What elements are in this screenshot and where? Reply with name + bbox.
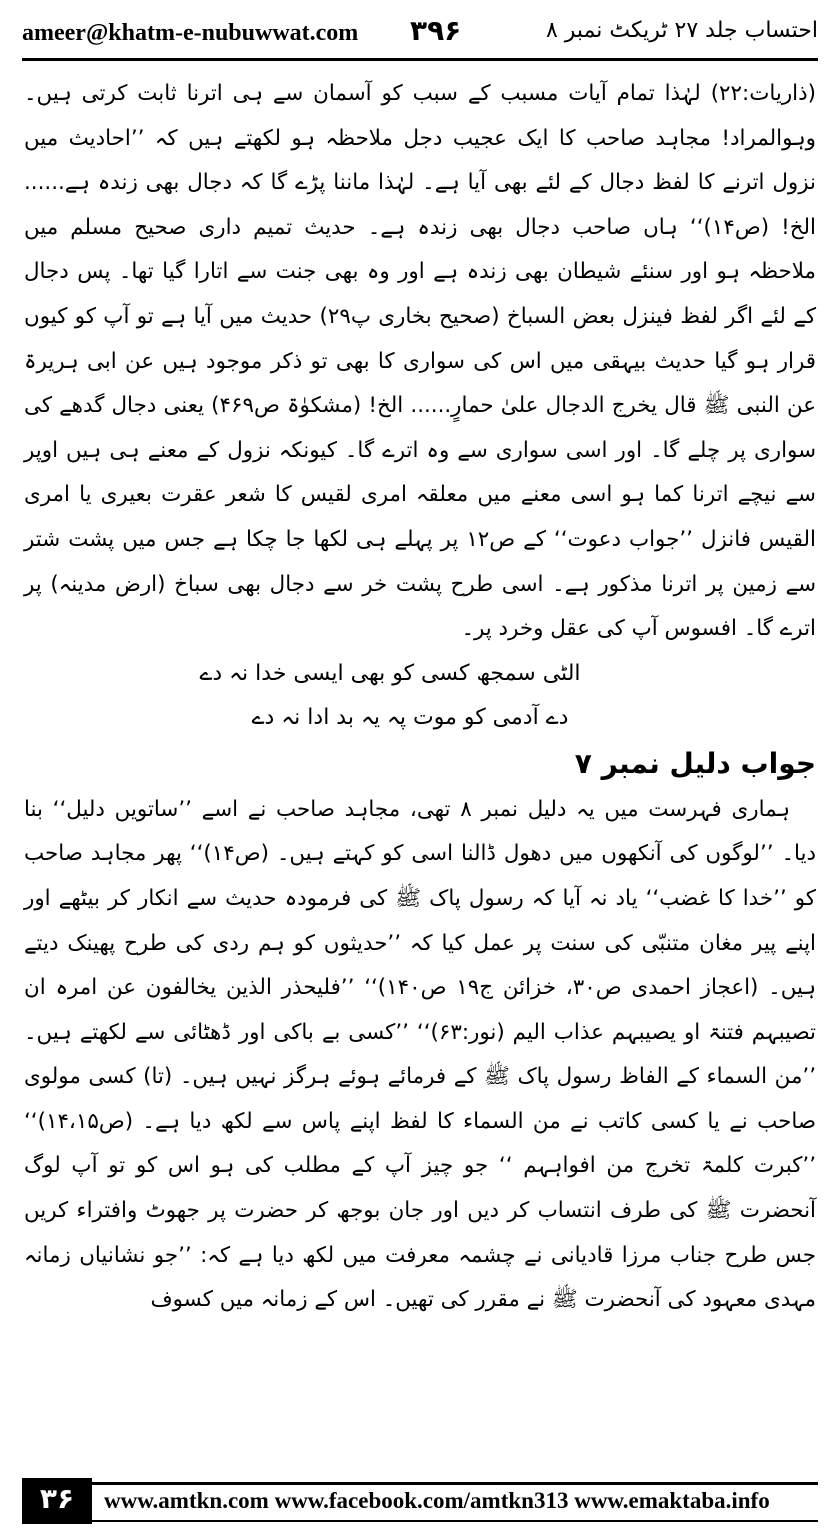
page-body [24, 72, 816, 1450]
section-heading: جواب دلیل نمبر ۷ [574, 746, 816, 780]
footer-page-number-box [22, 1478, 92, 1524]
footer-divider-bottom [92, 1520, 818, 1522]
footer-links[interactable]: www.amtkn.com www.facebook.com/amtkn313 www.emaktaba.info [104, 1488, 770, 1513]
body-paragraph: (ذاریات:۲۲) لہٰذا تمام آیات مسبب کے سبب کو آسمان سے ہی اترنا ثابت کرتی ہیں۔ وہوالمراد! مجاہد صاحب کا ایک عجیب دجل ملاحظہ ہو لکھتے ہیں کہ ’’احادیث میں نزول اترنے کا لفظ دجال کے لئے بھی آیا ہے۔ لہٰذا ماننا پڑے گا کہ دجال بھی زندہ ہے...... الخ! (ص۱۴)‘‘ ہاں صاحب دجال بھی زندہ ہے۔ حدیث تمیم داری صحیح مسلم میں ملاحظہ ہو اور سنئے شیطان بھی زندہ ہے اور وہ بھی جنت سے اتارا گیا تھا۔ پس دجال کے لئے اگر لفظ فینزل بعض السباخ (صحیح بخاری پ۲۹) حدیث میں آیا ہے تو آپ کو کیوں قرار ہو گیا حدیث بیہقی میں اس کی سواری کا بھی تو ذکر موجود ہیں عن ابی ہریرۃ عن النبی ﷺ قال یخرج الدجال علیٰ حمارٍ...... الخ! (مشکوٰۃ ص۴۶۹) یعنی دجال گدھے کی سواری پر چلے گا۔ اور اسی سواری سے وہ اترے گا۔ کیونکہ نزول کے معنے ہی ہیں اوپر سے نیچے اترنا کما ہو اسی معنے میں معلقہ امری لقیس کا شعر عقرت بعیری یا امری القیس فانزل ’’جواب دعوت‘‘ کے ص۱۲ پر پہلے ہی لکھا جا چکا ہے جس میں پشت شتر سے زمین پر اترنا مذکور ہے۔ اسی طرح پشت خر سے دجال بھی سباخ (ارض مدینہ) پر اترے گا۔ افسوس آپ کی عقل وخرد پر۔ [24, 81, 816, 642]
header-title: احتساب جلد ۲۷ ٹریکٹ نمبر ۸ [545, 18, 818, 43]
footer-page-number: ۳۶ [39, 1482, 75, 1515]
body-paragraph: ہماری فہرست میں یہ دلیل نمبر ۸ تھی، مجاہد صاحب نے اسے ’’ساتویں دلیل‘‘ بنا دیا۔ ’’لوگوں کی آنکھوں میں دھول ڈالنا اسی کو کہتے ہیں۔ (ص۱۴)‘‘ پھر مجاہد صاحب کو ’’خدا کا غضب‘‘ یاد نہ آیا کہ رسول پاک ﷺ کی فرمودہ حدیث سے انکار کر بیٹھے اور اپنے پیر مغان متنبّی کی سنت پر عمل کیا کہ ’’حدیثوں کو ہم ردی کی طرح پھینک دیتے ہیں۔ (اعجاز احمدی ص۳۰، خزائن ج۱۹ ص۱۴۰)‘‘ ’’فلیحذر الذین یخالفون عن امرہ ان تصیبہم فتنۃ او یصیبہم عذاب الیم (نور:۶۳)‘‘ ’’کسی بے باکی اور ڈھٹائی سے لکھتے ہیں۔ ’’من السماء کے الفاظ رسول پاک ﷺ کے فرمائے ہوئے ہرگز نہیں ہیں۔ (تا) کسی مولوی صاحب نے یا کسی کاتب نے من السماء کا لفظ اپنے پاس سے لکھ دیا ہے۔ (ص۱۴،۱۵)‘‘ ’’کبرت کلمۃ تخرج من افواہہم ‘‘ جو چیز آپ کے مطلب کی ہو اس کو تو آپ لوگ آنحضرت ﷺ کی طرف انتساب کر دیں اور جان بوجھ کر حضرت پر جھوٹ وافتراء کریں جس طرح جناب مرزا قادیانی نے چشمہ معرفت میں لکھ دیا ہے کہ: ’’جو نشانیاں زمانہ مہدی معہود کی آنحضرت ﷺ نے مقرر کی تھیں۔ اس کے زمانہ میں کسوف [24, 796, 816, 1313]
verse-line: الٹی سمجھ کسی کو بھی ایسی خدا نہ دے [199, 660, 581, 686]
page-header [22, 14, 818, 54]
verse-line: دے آدمی کو موت پہ یہ بد ادا نہ دے [251, 704, 569, 730]
header-divider [22, 58, 818, 61]
header-email[interactable]: ameer@khatm-e-nubuwwat.com [22, 20, 359, 46]
header-page-number: ۳۹۶ [410, 14, 462, 47]
footer-divider-top [92, 1482, 818, 1485]
